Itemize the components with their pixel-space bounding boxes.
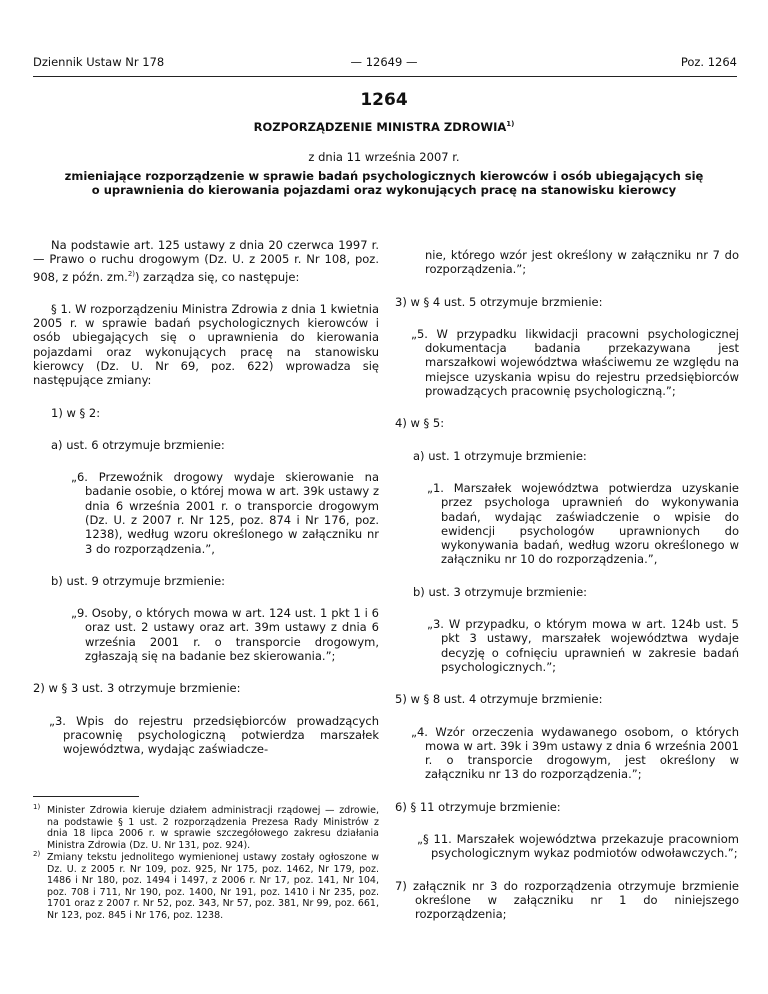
item-7: 7) załącznik nr 3 do rozporządzenia otrzymuje brzmienie określone w załączniku nr 1 do niniejszego rozporządzenia; — [395, 878, 739, 922]
footnote-2 — [33, 852, 379, 922]
left-column — [33, 238, 379, 757]
header-divider — [33, 76, 737, 77]
regulation-date: z dnia 11 września 2007 r. — [308, 150, 460, 164]
title-footnote-mark: 1) — [506, 120, 515, 129]
item-1: 1) w § 2: — [51, 405, 101, 420]
item-4: 4) w § 5: — [395, 416, 445, 431]
quote-1b: „9. Osoby, o których mowa w art. 124 ust. 1 pkt 1 i 6 oraz ust. 2 ustawy oraz art. 39m ustawy z dnia 6 września 2001 r. o transporcie drogowym, zgłaszają się na badanie bez skierowania.”; — [71, 606, 379, 664]
intro-paragraph — [33, 238, 379, 284]
footnote-1 — [33, 805, 379, 851]
paragraph-1: § 1. W rozporządzeniu Ministra Zdrowia z dnia 1 kwietnia 2005 r. w sprawie badań psychologicznych kierowców i osób ubiegających się o uprawnienia do kierowania pojazdami oraz wykonujących pracę na stanowisku kierowcy (Dz. U. Nr 69, poz. 622) wprowadza się następujące zmiany: — [33, 301, 379, 388]
item-2: 2) w § 3 ust. 3 otrzymuje brzmienie: — [33, 681, 241, 696]
intro-text: Na podstawie art. 125 ustawy z dnia 20 czerwca 1997 r. — Prawo o ruchu drogowym (Dz. U. z 2005 r. Nr 108, poz. 908, z późn. zm. — [33, 238, 379, 284]
item-3: 3) w § 4 ust. 5 otrzymuje brzmienie: — [395, 294, 603, 309]
footnote-2-text: Zmiany tekstu jednolitego wymienionej ustawy zostały ogłoszone w Dz. U. z 2005 r. Nr 109, poz. 925, Nr 175, poz. 1462, Nr 179, poz. 1486 i Nr 180, poz. 1494 i 1497, z 2006 r. Nr 17, poz. 141, Nr 104, poz. 708 i 711, Nr 190, poz. 1400, Nr 191, poz. 1410 i Nr 235, poz. 1701 oraz z 2007 r. Nr 52, poz. 343, Nr 57, poz. 381, Nr 99, poz. 661, Nr 123, poz. 845 i Nr 176, poz. 1238. — [47, 852, 379, 921]
item-1b: b) ust. 9 otrzymuje brzmienie: — [51, 573, 226, 588]
intro-text-end: ) zarządza się, co następuje: — [135, 269, 300, 284]
quote-5: „4. Wzór orzeczenia wydawanego osobom, o których mowa w art. 39k i 39m ustawy z dnia 6 września 2001 r. o transporcie drogowym, jest określony w załączniku nr 13 do rozporządzenia.”; — [411, 724, 739, 782]
item-5: 5) w § 8 ust. 4 otrzymuje brzmienie: — [395, 692, 603, 707]
quote-2: „3. Wpis do rejestru przedsiębiorców prowadzących pracownię psychologiczną potwierdza marszałek województwa, wydając zaświadcze- — [49, 713, 379, 757]
right-column — [395, 248, 739, 940]
position-number: 1264 — [360, 90, 408, 110]
journal-name: Dziennik Ustaw Nr 178 — [33, 55, 165, 69]
intro-footnote-mark: 2) — [127, 269, 136, 278]
page-number: — 12649 — — [350, 55, 418, 69]
regulation-title — [0, 120, 768, 134]
item-6: 6) § 11 otrzymuje brzmienie: — [395, 799, 561, 814]
footnote-divider — [33, 796, 139, 797]
quote-4a: „1. Marszałek województwa potwierdza uzyskanie przez psychologa uprawnień do wykonywania badań, wydając zaświadczenie o wpisie do ewidencji psychologów uprawnionych do wykonywania badań, według wzoru określonego w załączniku nr 10 do rozporządzenia.”, — [427, 480, 739, 567]
item-4a: a) ust. 1 otrzymuje brzmienie: — [413, 448, 587, 463]
item-4b: b) ust. 3 otrzymuje brzmienie: — [413, 584, 588, 599]
footnote-1-text: Minister Zdrowia kieruje działem administracji rządowej — zdrowie, na podstawie § 1 ust. 2 rozporządzenia Prezesa Rady Ministrów z dnia 18 lipca 2006 r. w sprawie szczegółowego zakresu działania Ministra Zdrowia (Dz. U. Nr 131, poz. 924). — [47, 805, 379, 851]
quote-4b: „3. W przypadku, o którym mowa w art. 124b ust. 5 pkt 3 ustawy, marszałek województwa wydaje decyzję o cofnięciu uprawnień w zakresie badań psychologicznych.”; — [427, 617, 739, 674]
footnote-2-mark: 2) — [33, 850, 41, 858]
quote-2-continuation: nie, którego wzór jest określony w załączniku nr 7 do rozporządzenia.”; — [425, 248, 739, 277]
item-1a: a) ust. 6 otrzymuje brzmienie: — [51, 437, 225, 452]
quote-1a: „6. Przewoźnik drogowy wydaje skierowanie na badanie osobie, o której mowa w art. 39k ustawy z dnia 6 września 2001 r. o transporcie drogowym (Dz. U. z 2007 r. Nr 125, poz. 874 i Nr 176, poz. 1238), według wzoru określonego w załączniku nr 3 do rozporządzenia.”, — [71, 470, 379, 556]
quote-3: „5. W przypadku likwidacji pracowni psychologicznej dokumentacja badania przekazywana jest marszałkowi województwa właściwemu ze względu na miejsce uzyskania wpisu do rejestru przedsiębiorców prowadzących pracownię psychologiczną.”; — [411, 326, 739, 399]
title-text: ROZPORZĄDZENIE MINISTRA ZDROWIA — [253, 120, 507, 134]
position-ref: Poz. 1264 — [680, 55, 737, 69]
footnote-1-mark: 1) — [33, 803, 41, 811]
regulation-subject: zmieniające rozporządzenie w sprawie badań psychologicznych kierowców i osób ubiegających się o uprawnienia do kierowania pojazdami oraz wykonujących pracę na stanowisku kierowcy — [64, 169, 704, 197]
quote-6: „§ 11. Marszałek województwa przekazuje pracowniom psychologicznym wykaz podmiotów odwoławczych.”; — [417, 832, 739, 861]
